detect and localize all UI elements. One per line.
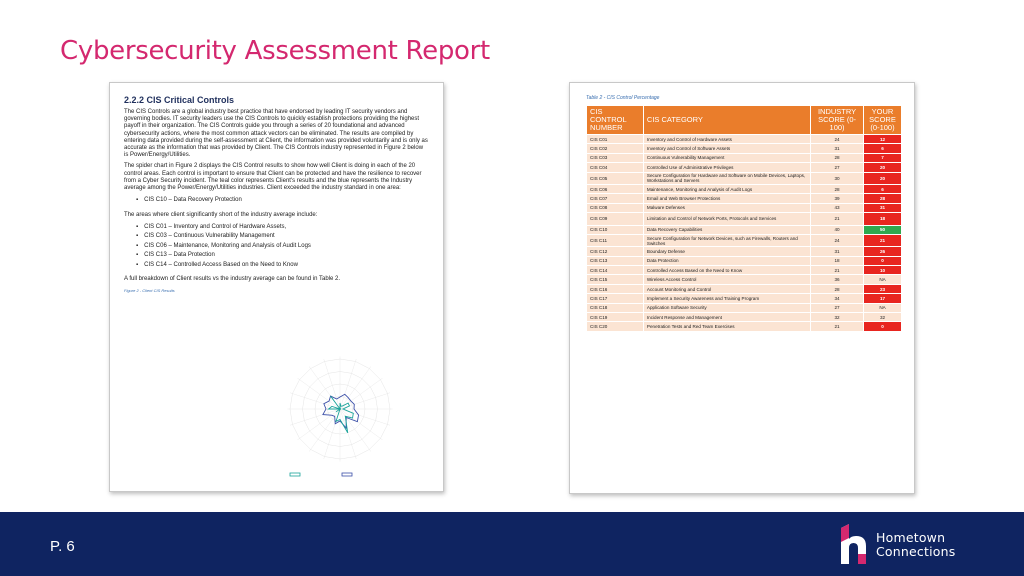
cell-control-id: CIS C18 [587, 303, 644, 312]
cell-industry-score: 32 [811, 313, 864, 322]
cell-control-id: CIS C02 [587, 144, 644, 153]
list-item: ▪ CIS C14 – Controlled Access Based on the Need to Know [136, 261, 429, 271]
cell-control-id: CIS C10 [587, 225, 644, 234]
cell-category: Inventory and Control of Hardware Assets [643, 135, 810, 144]
header-control-number: CIS CONTROL NUMBER [587, 106, 644, 135]
table-caption: Table 2 - CIS Control Percentage [586, 95, 660, 101]
radar-axis [290, 409, 340, 425]
header-industry-score: INDUSTRY SCORE (0-100) [811, 106, 864, 135]
cell-your-score: 18 [864, 213, 902, 225]
cell-category: Implement a Security Awareness and Training Program [643, 294, 810, 303]
cell-category: Data Recovery Capabilities [643, 225, 810, 234]
cell-category: Inventory and Control of Software Assets [643, 144, 810, 153]
cell-category: Secure Configuration for Hardware and Software on Mobile Devices, Laptops, Workstations and Servers [643, 172, 810, 184]
cell-control-id: CIS C16 [587, 284, 644, 293]
cell-control-id: CIS C05 [587, 172, 644, 184]
cell-category: Malware Defenses [643, 203, 810, 212]
table-row [587, 266, 902, 275]
table-row [587, 203, 902, 212]
cell-your-score: 23 [864, 284, 902, 293]
cell-industry-score: 31 [811, 247, 864, 256]
cis-table-document-page [569, 82, 915, 494]
cell-category: Secure Configuration for Network Devices, such as Firewalls, Routers and Switches [643, 234, 810, 246]
cell-control-id: CIS C06 [587, 184, 644, 193]
cell-category: Wireless Access Control [643, 275, 810, 284]
list-item: ▪ CIS C03 – Continuous Vulnerability Management [136, 232, 429, 242]
cis-controls-document-page [109, 82, 444, 492]
cell-industry-score: 24 [811, 135, 864, 144]
cell-industry-score: 28 [811, 284, 864, 293]
cell-your-score: 7 [864, 153, 902, 162]
cell-control-id: CIS C04 [587, 163, 644, 172]
cell-your-score: 12 [864, 135, 902, 144]
logo-text [876, 531, 955, 559]
cell-your-score: 21 [864, 234, 902, 246]
cell-industry-score: 27 [811, 163, 864, 172]
cell-control-id: CIS C13 [587, 256, 644, 265]
cell-category: Controlled Access Based on the Need to Know [643, 266, 810, 275]
list-item: ▪ CIS C06 – Maintenance, Monitoring and Analysis of Audit Logs [136, 242, 429, 252]
table-row [587, 163, 902, 172]
logo-line-2: Connections [876, 544, 956, 559]
list-item: ▪ CIS C13 – Data Protection [136, 251, 429, 261]
slide-title: Cybersecurity Assessment Report [60, 36, 490, 66]
cell-category: Incident Response and Management [643, 313, 810, 322]
cell-your-score: 10 [864, 266, 902, 275]
radar-axis [340, 409, 356, 459]
table-row [587, 144, 902, 153]
footer-bar [0, 512, 1024, 576]
radar-axis [340, 367, 371, 409]
cell-your-score: 17 [864, 294, 902, 303]
table-row [587, 194, 902, 203]
radar-axis [340, 409, 371, 451]
table-row [587, 135, 902, 144]
table-row [587, 275, 902, 284]
table-row [587, 184, 902, 193]
cell-industry-score: 43 [811, 203, 864, 212]
cell-control-id: CIS C15 [587, 275, 644, 284]
cell-control-id: CIS C09 [587, 213, 644, 225]
table-row [587, 322, 902, 331]
header-your-score: YOUR SCORE (0-100) [864, 106, 902, 135]
cell-category: Controlled Use of Administrative Privileges [643, 163, 810, 172]
table-row [587, 313, 902, 322]
cell-industry-score: 21 [811, 266, 864, 275]
cell-control-id: CIS C03 [587, 153, 644, 162]
table-row [587, 153, 902, 162]
exceeded-list [136, 196, 429, 206]
cell-industry-score: 24 [811, 234, 864, 246]
cell-industry-score: 34 [811, 294, 864, 303]
section-heading: 2.2.2 CIS Critical Controls [124, 95, 235, 105]
shortfall-list [136, 223, 429, 271]
cell-industry-score: 21 [811, 213, 864, 225]
cell-your-score: 6 [864, 184, 902, 193]
cell-your-score: 6 [864, 144, 902, 153]
spider-chart [280, 351, 400, 481]
cell-industry-score: 18 [811, 256, 864, 265]
cell-control-id: CIS C11 [587, 234, 644, 246]
cell-category: Account Monitoring and Control [643, 284, 810, 293]
table-row [587, 303, 902, 312]
table-row [587, 247, 902, 256]
list-item: ▪ CIS C01 – Inventory and Control of Hardware Assets, [136, 223, 429, 233]
cell-control-id: CIS C14 [587, 266, 644, 275]
header-category: CIS CATEGORY [643, 106, 810, 135]
page-number: P. 6 [50, 538, 75, 555]
intro-paragraph: The CIS Controls are a global industry best practice that have endorsed by leading IT security vendors and governing bodies. IT security leaders use the CIS Controls to quickly establish protections providing the highest payoff in their organization. The CIS Controls guide you through a series of 20 foundational and advanced cybersecurity actions, where the most common attack vectors can be eliminated. The results are compiled by entering data provided during the self-assessment at Client, the information was provided voluntarily and is only as accurate as the information that was provided by Client. The CIS Controls industry represented in Figure 2 below is Power/Energy/Utilities. [124, 109, 428, 159]
cell-control-id: CIS C17 [587, 294, 644, 303]
cell-control-id: CIS C12 [587, 247, 644, 256]
list-item: ▪ CIS C10 – Data Recovery Protection [136, 196, 429, 206]
cell-your-score: 0 [864, 322, 902, 331]
cell-your-score: NA [864, 303, 902, 312]
table-row [587, 213, 902, 225]
breakdown-paragraph: A full breakdown of Client results vs the industry average can be found in Table 2. [124, 276, 341, 283]
cell-your-score: 50 [864, 225, 902, 234]
table-header-row [587, 106, 902, 135]
shortfall-paragraph: The areas where client significantly short of the industry average include: [124, 211, 318, 218]
cell-industry-score: 28 [811, 153, 864, 162]
cell-industry-score: 27 [811, 303, 864, 312]
radar-legend-swatch [342, 473, 352, 476]
cell-your-score: 20 [864, 163, 902, 172]
radar-axis [340, 359, 356, 409]
cell-category: Boundary Defense [643, 247, 810, 256]
cell-control-id: CIS C19 [587, 313, 644, 322]
cell-industry-score: 30 [811, 172, 864, 184]
cell-category: Continuous Vulnerability Management [643, 153, 810, 162]
radar-axis [324, 359, 340, 409]
cell-category: Penetration Tests and Red Team Exercises [643, 322, 810, 331]
cell-your-score: 31 [864, 203, 902, 212]
cell-industry-score: 28 [811, 184, 864, 193]
radar-axis [309, 409, 340, 451]
cell-control-id: CIS C07 [587, 194, 644, 203]
table-row [587, 294, 902, 303]
cell-control-id: CIS C08 [587, 203, 644, 212]
table-row [587, 172, 902, 184]
cell-your-score: 26 [864, 247, 902, 256]
radar-legend-swatch [290, 473, 300, 476]
cell-industry-score: 40 [811, 225, 864, 234]
cell-category: Maintenance, Monitoring and Analysis of Audit Logs [643, 184, 810, 193]
cell-your-score: NA [864, 275, 902, 284]
cell-your-score: 28 [864, 194, 902, 203]
figure-caption: Figure 2 - Client CIS Results [124, 287, 175, 293]
cell-industry-score: 36 [811, 275, 864, 284]
logo-mark-icon [838, 524, 872, 566]
cell-industry-score: 21 [811, 322, 864, 331]
cis-control-table [586, 105, 902, 332]
cell-your-score: 0 [864, 256, 902, 265]
cell-category: Data Protection [643, 256, 810, 265]
cell-industry-score: 39 [811, 194, 864, 203]
radar-axis [298, 378, 340, 409]
table-row [587, 256, 902, 265]
table-row [587, 284, 902, 293]
logo-line-1: Hometown [876, 530, 946, 545]
cell-category: Application Software Security [643, 303, 810, 312]
table-row [587, 225, 902, 234]
cell-your-score: 32 [864, 313, 902, 322]
cell-category: Limitation and Control of Network Ports, Protocols and Services [643, 213, 810, 225]
spider-chart-paragraph: The spider chart in Figure 2 displays the CIS Control results to show how well Client is doing in each of the 20 control areas. Each control is important to ensure that Client can be protected and have the resilience to recover from a Cyber Security incident. The teal color represents Client's results and the blue represents the Industry average among the Power/Energy/Utilities industries. Client exceeded the industry standard in one area: [124, 163, 422, 192]
cell-control-id: CIS C20 [587, 322, 644, 331]
cell-industry-score: 31 [811, 144, 864, 153]
hometown-connections-logo [838, 524, 998, 570]
cell-control-id: CIS C01 [587, 135, 644, 144]
radar-axis [298, 409, 340, 440]
cell-your-score: 20 [864, 172, 902, 184]
cell-category: Email and Web Browser Protections [643, 194, 810, 203]
table-row [587, 234, 902, 246]
